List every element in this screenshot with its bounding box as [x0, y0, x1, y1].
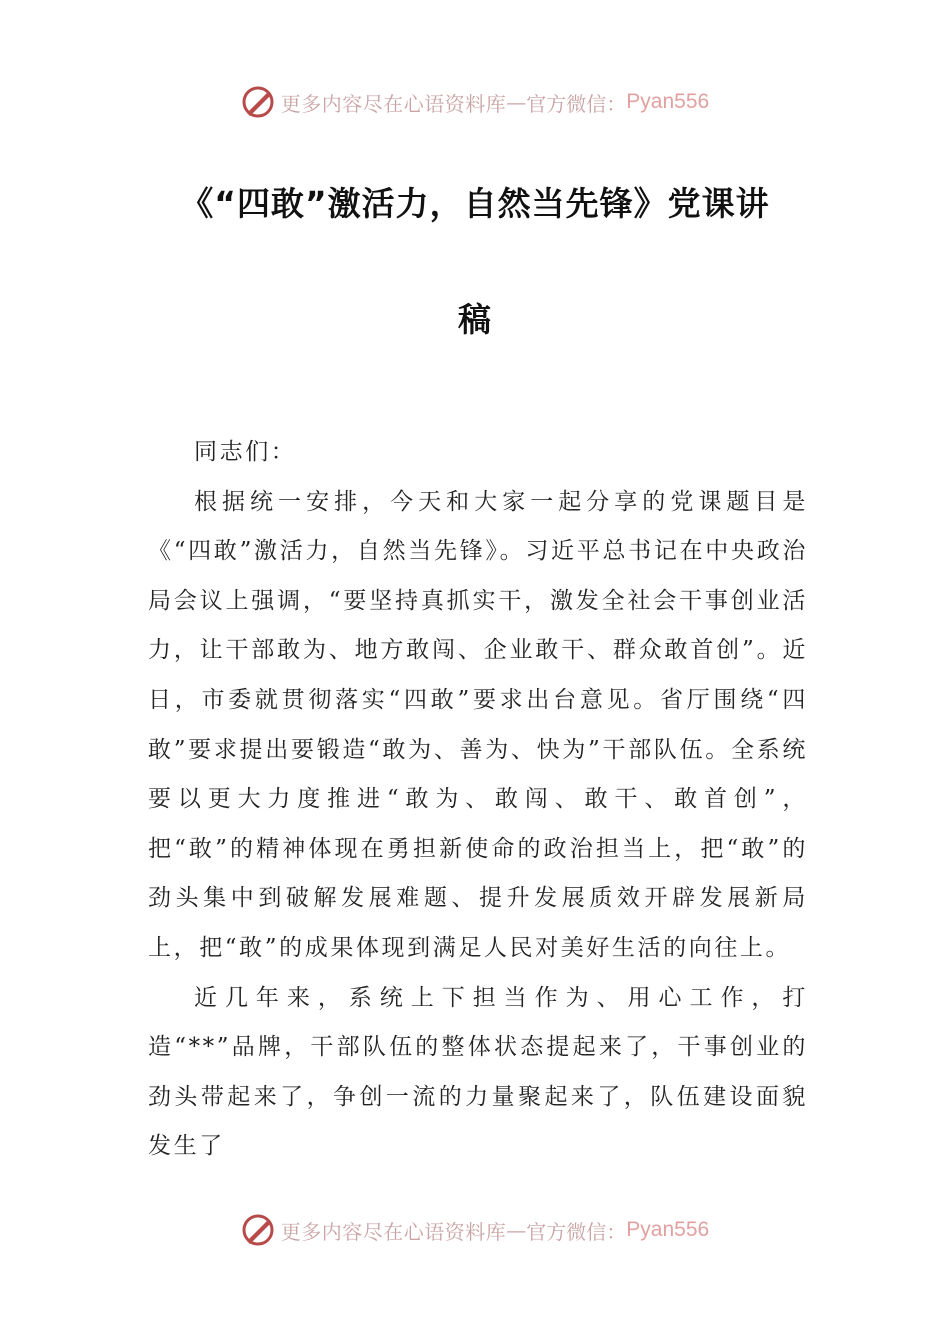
document-title-line2: 稿 — [458, 300, 492, 339]
pen-logo-icon — [241, 85, 275, 119]
salutation: 同志们： — [194, 439, 297, 465]
header-wechat-label: 官方微信： — [526, 91, 627, 116]
header-wechat-id: Pyan556 — [626, 90, 710, 113]
footer-banner-text: 更多内容尽在心语资料库 — [280, 1219, 507, 1244]
header-banner-separator: — — [506, 90, 527, 114]
footer-wechat-label: 官方微信： — [526, 1219, 627, 1244]
header-banner — [0, 82, 950, 122]
document-title-line1: 《“四敢”激活力，自然当先锋》党课讲 — [180, 184, 770, 223]
footer-banner — [0, 1210, 950, 1250]
body-paragraph: 根据统一安排，今天和大家一起分享的党课题目是《“四敢”激活力，自然当先锋》。习近平总书记在中央政治局会议上强调，“要坚持真抓实干，激发全社会干事创业活力，让干部敢为、地方敢闯、企业敢干、群众敢首创”。近日，市委就贯彻落实“四敢”要求出台意见。省厅围绕“四敢”要求提出要锻造“敢为、善为、快为”干部队伍。全系统要以更大力度推进“敢为、敢闯、敢干、敢首创”，把“敢”的精神体现在勇担新使命的政治担当上，把“敢”的劲头集中到破解发展难题、提升发展质效开辟发展新局上，把“敢”的成果体现到满足人民对美好生活的向往上。 — [148, 488, 808, 961]
footer-banner-separator: — — [506, 1218, 527, 1242]
pen-logo-icon — [241, 1213, 275, 1247]
document-body — [148, 428, 808, 1172]
footer-wechat-id: Pyan556 — [626, 1218, 710, 1241]
body-paragraph: 近几年来，系统上下担当作为、用心工作，打造“**”品牌，干部队伍的整体状态提起来了，干事创业的劲头带起来了，争创一流的力量聚起来了，队伍建设面貌发生了 — [148, 984, 808, 1160]
header-banner-text: 更多内容尽在心语资料库 — [280, 91, 507, 116]
